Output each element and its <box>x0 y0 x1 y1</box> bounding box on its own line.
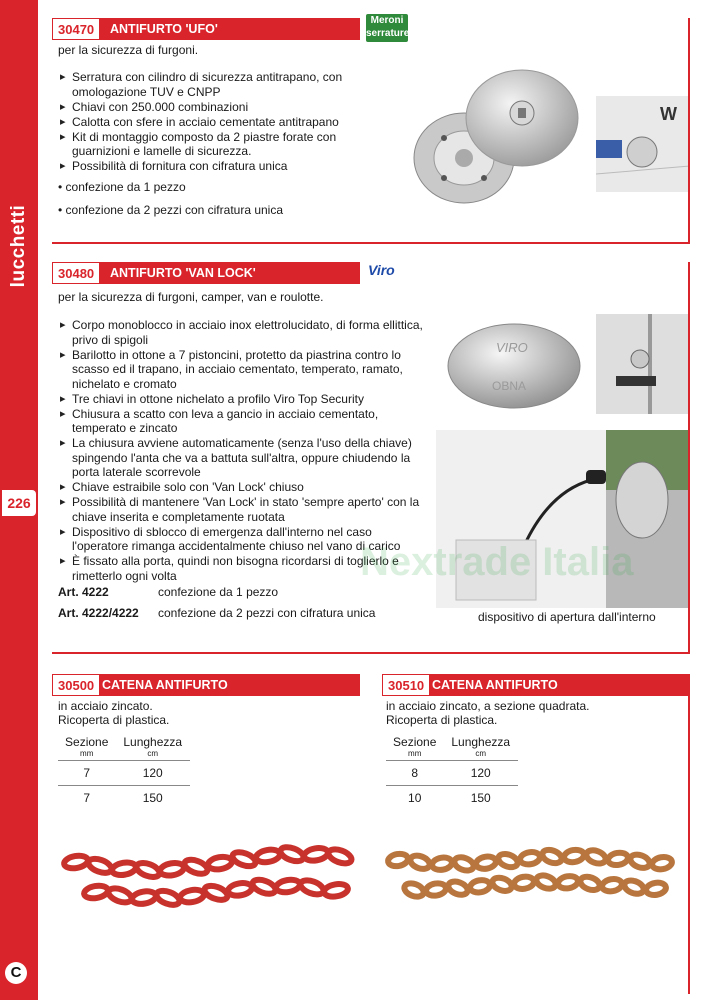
section-border <box>358 674 360 696</box>
product-code: 30480 <box>52 262 100 284</box>
feature-item: ▸ Chiusura a scatto con leva a gancio in acciaio cementato, temperato e zincato <box>58 407 424 436</box>
column-header: Lunghezza cm <box>123 735 183 758</box>
column-header: Sezione mm <box>393 735 437 758</box>
chain-link <box>111 861 137 877</box>
chain-link <box>585 848 608 866</box>
feature-item: ▸ Possibilità di mantenere 'Van Lock' in stato 'sempre aperto' con la chiave inserita e completamente ruotata <box>58 495 424 524</box>
article-code: Art. 4222 <box>58 585 109 599</box>
chain-link <box>83 884 109 900</box>
feature-item: ▸ Chiave estraibile solo con 'Van Lock' chiuso <box>58 480 424 495</box>
product-desc: Ricoperta di plastica. <box>58 713 170 727</box>
section-border <box>688 262 690 652</box>
table-row: 7 150 <box>58 786 190 811</box>
product-subtitle: per la sicurezza di furgoni. <box>58 43 199 57</box>
chain-link <box>231 849 258 868</box>
chain-link <box>303 846 329 862</box>
article-code: Art. 4222/4222 <box>58 606 139 620</box>
product-code: 30500 <box>52 674 100 696</box>
article-desc: confezione da 2 pezzi con cifratura unica <box>158 606 376 620</box>
section-divider <box>52 242 690 244</box>
product-title: ANTIFURTO 'UFO' <box>110 22 218 36</box>
feature-item: ▸ Tre chiavi in ottone nichelato a profilo Viro Top Security <box>58 392 424 407</box>
vanlock-body-photo <box>444 318 584 413</box>
article-row <box>58 606 375 620</box>
table-row: 7 120 <box>58 761 190 786</box>
dimension-table <box>386 736 518 810</box>
chain-link <box>607 851 629 866</box>
chain-link <box>497 852 520 870</box>
table-row: 10 150 <box>386 786 518 811</box>
section-border <box>688 674 690 994</box>
chain-link <box>645 881 667 896</box>
chain-link <box>179 888 205 904</box>
table-row: 8 120 <box>386 761 518 786</box>
watermark-text: Nextrade Italia <box>360 540 634 584</box>
chain-link <box>255 848 281 864</box>
feature-list <box>58 70 358 174</box>
chain-link <box>183 857 210 876</box>
chain-link <box>431 856 453 871</box>
chain-link <box>227 881 253 897</box>
product-desc: Ricoperta di plastica. <box>386 713 498 727</box>
chain-link <box>409 853 432 871</box>
svg-text:VIRO: VIRO <box>496 340 528 355</box>
chain-link <box>425 882 447 897</box>
product-title: ANTIFURTO 'VAN LOCK' <box>110 266 256 280</box>
product-title: CATENA ANTIFURTO <box>102 678 228 692</box>
section-border <box>688 18 690 243</box>
article-desc: confezione da 1 pezzo <box>158 585 279 599</box>
chain-link <box>475 855 497 870</box>
packaging-option: • confezione da 1 pezzo <box>58 180 186 194</box>
feature-item: ▸ La chiusura avviene automaticamente (senza l'uso della chiave) spingendo l'anta che va a battuta sull'altra, oppure chiudendo la porta laterale scorrevole <box>58 436 424 480</box>
article-row <box>58 585 278 599</box>
product-header-30480 <box>52 262 360 284</box>
chain-link <box>87 856 114 875</box>
feature-item: ▸ Dispositivo di sblocco di emergenza dall'interno nel caso l'operatore rimanga accidentalmente chiuso nel vano di carico <box>58 525 424 554</box>
feature-item: ▸ Possibilità di fornitura con cifratura unica <box>58 159 358 174</box>
chain-link <box>469 879 491 894</box>
chain-link <box>403 881 426 899</box>
product-header-30510 <box>382 674 690 696</box>
chain-link <box>447 879 470 897</box>
chain-link <box>651 856 673 871</box>
chain-link <box>131 890 157 906</box>
chain-link <box>63 854 89 870</box>
feature-item: ▸ Chiavi con 250.000 combinazioni <box>58 100 358 115</box>
section-border <box>358 18 360 40</box>
product-code: 30470 <box>52 18 100 40</box>
chain-link <box>541 847 564 865</box>
ufo-lock-photo <box>404 58 584 208</box>
section-divider <box>52 652 690 654</box>
product-desc: in acciaio zincato, a sezione quadrata. <box>386 699 590 713</box>
photo-caption: dispositivo di apertura dall'interno <box>478 610 656 624</box>
feature-item: ▸ Barilotto in ottone a 7 pistoncini, protetto da piastrina contro lo scasso ed il trapano, in acciaio cementato, temperato, ramato, nichelato e cromato <box>58 348 424 392</box>
publisher-logo: C <box>5 962 27 984</box>
chain-link <box>557 875 579 890</box>
feature-item: ▸ Corpo monoblocco in acciaio inox elettrolucidato, di forma ellittica, privo di spigoli <box>58 318 424 347</box>
chain-link <box>623 878 646 896</box>
column-header: Lunghezza cm <box>451 735 511 758</box>
product-code: 30510 <box>382 674 430 696</box>
packaging-option: • confezione da 2 pezzi con cifratura unica <box>58 203 284 217</box>
category-label: lucchetti <box>8 204 29 288</box>
chain-link <box>327 847 354 866</box>
product-subtitle: per la sicurezza di furgoni, camper, van e roulotte. <box>58 290 324 304</box>
chain-link <box>601 878 623 893</box>
chain-link <box>513 875 535 890</box>
chain-link <box>579 874 602 892</box>
chain-link <box>207 855 233 871</box>
chain-link <box>159 861 185 877</box>
chain-link <box>107 886 134 905</box>
feature-item: ▸ Calotta con sfere in acciaio cementate antitrapano <box>58 115 358 130</box>
column-header: Sezione mm <box>65 735 109 758</box>
product-header-30470 <box>52 18 360 40</box>
chain-link <box>203 883 230 902</box>
feature-item: ▸ Kit di montaggio composto da 2 piastre forate con guarnizioni e lamelle di sicurezza. <box>58 130 358 159</box>
brand-logo-viro: Viro <box>368 262 395 278</box>
dimension-table <box>58 736 190 810</box>
brand-logo-meroni: Meroni serrature <box>366 14 408 42</box>
category-sidebar <box>0 0 38 1000</box>
product-desc: in acciaio zincato. <box>58 699 153 713</box>
svg-text:OBNA: OBNA <box>492 379 527 393</box>
chain-link <box>491 875 514 893</box>
chain-link <box>563 848 585 863</box>
chain-link <box>453 855 476 873</box>
vanlock-door-photo <box>596 314 690 414</box>
copper-chain-photo <box>384 840 684 910</box>
page-number: 226 <box>2 490 36 516</box>
product-header-30500 <box>52 674 360 696</box>
chain-link <box>629 852 652 870</box>
feature-item: ▸ È fissato alla porta, quindi non bisogna ricordarsi di toglierlo e rimetterlo ogni volta <box>58 554 424 583</box>
chain-link <box>323 882 349 898</box>
red-chain-photo <box>56 840 356 920</box>
ufo-van-photo <box>596 96 690 192</box>
chain-link <box>519 851 541 866</box>
chain-link <box>387 852 409 867</box>
feature-item: ▸ Serratura con cilindro di sicurezza antitrapano, con omologazione TUV e CNPP <box>58 70 358 99</box>
chain-link <box>299 878 326 897</box>
product-title: CATENA ANTIFURTO <box>432 678 558 692</box>
chain-link <box>535 873 558 891</box>
chain-link <box>275 878 301 894</box>
svg-text:W: W <box>660 104 677 124</box>
